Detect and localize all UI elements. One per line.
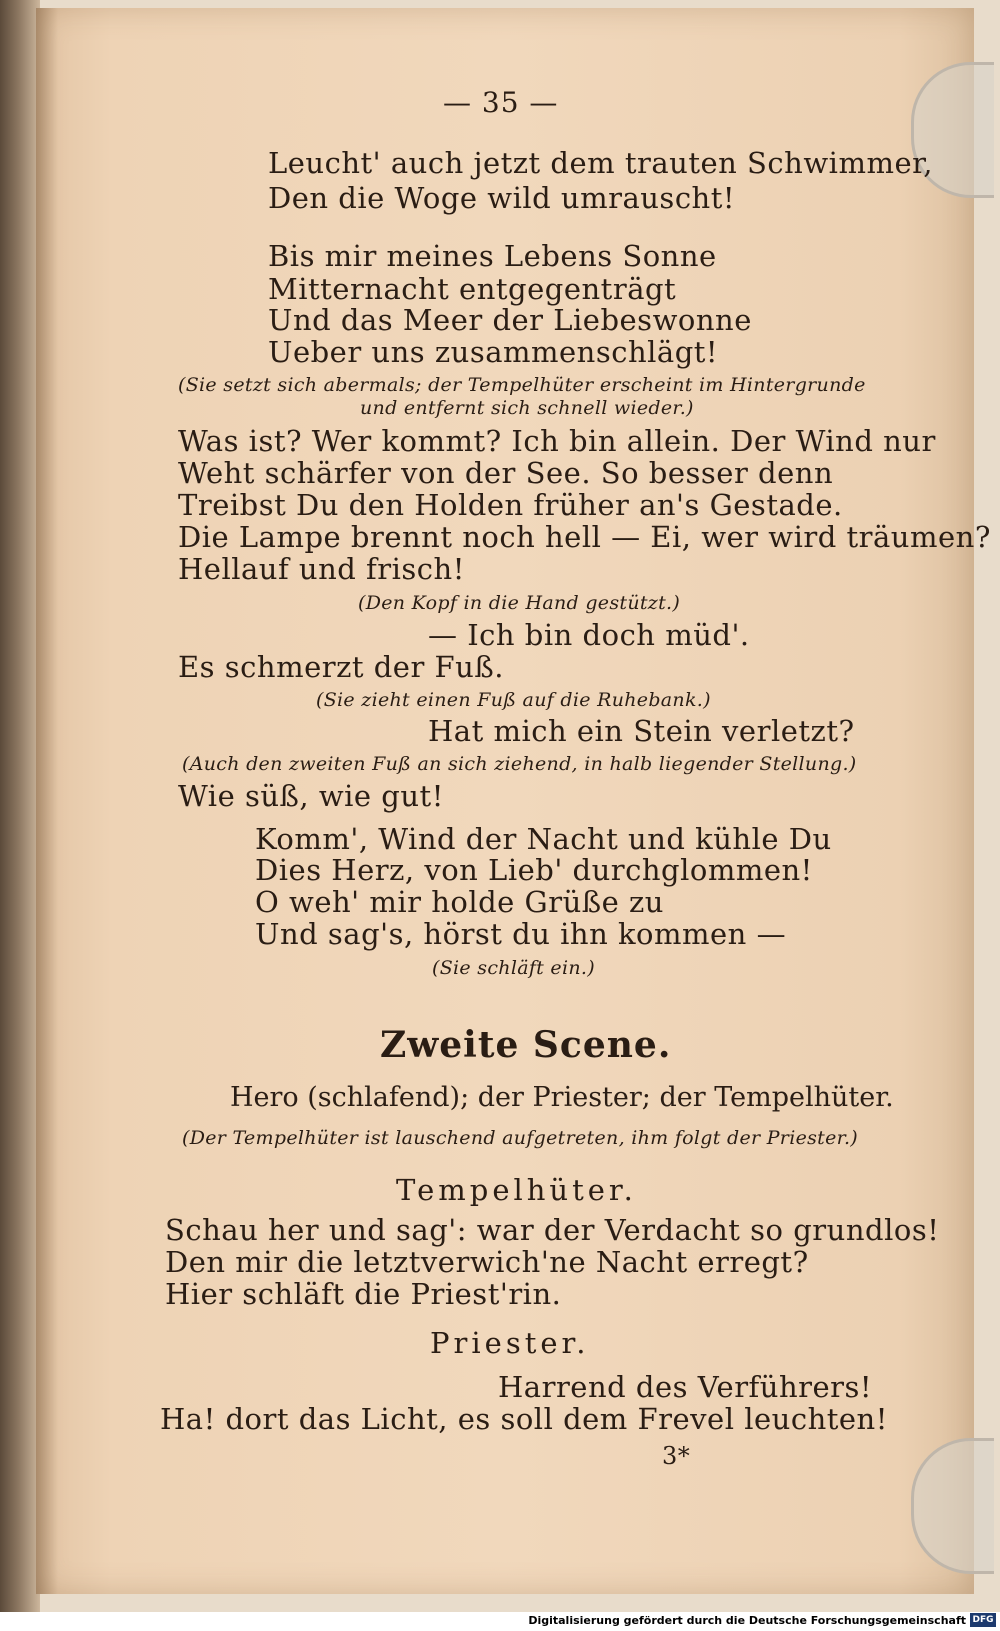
verse-line: Komm', Wind der Nacht und kühle Du: [255, 822, 832, 856]
speaker-name: Tempelhüter.: [396, 1173, 637, 1207]
verse-line: O weh' mir holde Grüße zu: [255, 885, 664, 919]
verse-line: Was ist? Wer kommt? Ich bin allein. Der Wind nur: [178, 424, 936, 458]
book-spine-edge: [0, 0, 40, 1631]
verse-line: Bis mir meines Lebens Sonne: [268, 239, 717, 273]
page-fold-shadow: [36, 8, 58, 1594]
verse-line: Ueber uns zusammenschlägt!: [268, 335, 719, 369]
stage-direction: (Sie zieht einen Fuß auf die Ruhebank.): [316, 689, 711, 711]
verse-line: Dies Herz, von Lieb' durchglommen!: [255, 853, 813, 887]
verse-line: Mitternacht entgegenträgt: [268, 272, 677, 306]
stage-direction: (Sie schläft ein.): [432, 957, 595, 979]
verse-line: Hat mich ein Stein verletzt?: [428, 714, 855, 748]
verse-line: Hier schläft die Priest'rin.: [165, 1277, 562, 1311]
verse-line: Weht schärfer von der See. So besser denn: [178, 456, 834, 490]
verse-line: Hellauf und frisch!: [178, 552, 465, 586]
cast-list: Hero (schlafend); der Priester; der Tempelhüter.: [230, 1082, 894, 1113]
verse-line: Es schmerzt der Fuß.: [178, 650, 504, 684]
stage-direction: und entfernt sich schnell wieder.): [360, 397, 694, 419]
funding-notice: Digitalisierung gefördert durch die Deutsche Forschungsgemeinschaft: [528, 1614, 966, 1627]
verse-line: Die Lampe brennt noch hell — Ei, wer wird träumen?: [178, 520, 991, 554]
verse-line: Schau her und sag': war der Verdacht so grundlos!: [165, 1213, 940, 1247]
stage-direction: (Den Kopf in die Hand gestützt.): [358, 592, 681, 614]
verse-line: Ha! dort das Licht, es soll dem Frevel leuchten!: [160, 1402, 888, 1436]
dfg-logo-icon: DFG: [970, 1613, 996, 1627]
verse-line: Harrend des Verführers!: [498, 1370, 873, 1404]
verse-line: Treibst Du den Holden früher an's Gestade.: [178, 488, 843, 522]
speaker-name: Priester.: [430, 1326, 590, 1360]
verse-line: Den mir die letztverwich'ne Nacht erregt?: [165, 1245, 809, 1279]
scene-heading: Zweite Scene.: [380, 1024, 672, 1066]
stage-direction: (Auch den zweiten Fuß an sich ziehend, in halb liegender Stellung.): [182, 753, 857, 775]
verse-line: Leucht' auch jetzt dem trauten Schwimmer,: [268, 146, 933, 180]
stage-direction: (Der Tempelhüter ist lauschend aufgetreten, ihm folgt der Priester.): [182, 1127, 858, 1149]
printer-signature: 3*: [662, 1442, 691, 1470]
stage-direction: (Sie setzt sich abermals; der Tempelhüter erscheint im Hintergrunde: [178, 374, 866, 396]
verse-line: Den die Woge wild umrauscht!: [268, 181, 736, 215]
verse-line: — Ich bin doch müd'.: [428, 618, 750, 652]
verse-line: Wie süß, wie gut!: [178, 779, 444, 813]
page-number: — 35 —: [443, 86, 559, 119]
verse-line: Und sag's, hörst du ihn kommen —: [255, 917, 787, 951]
verse-line: Und das Meer der Liebeswonne: [268, 303, 752, 337]
